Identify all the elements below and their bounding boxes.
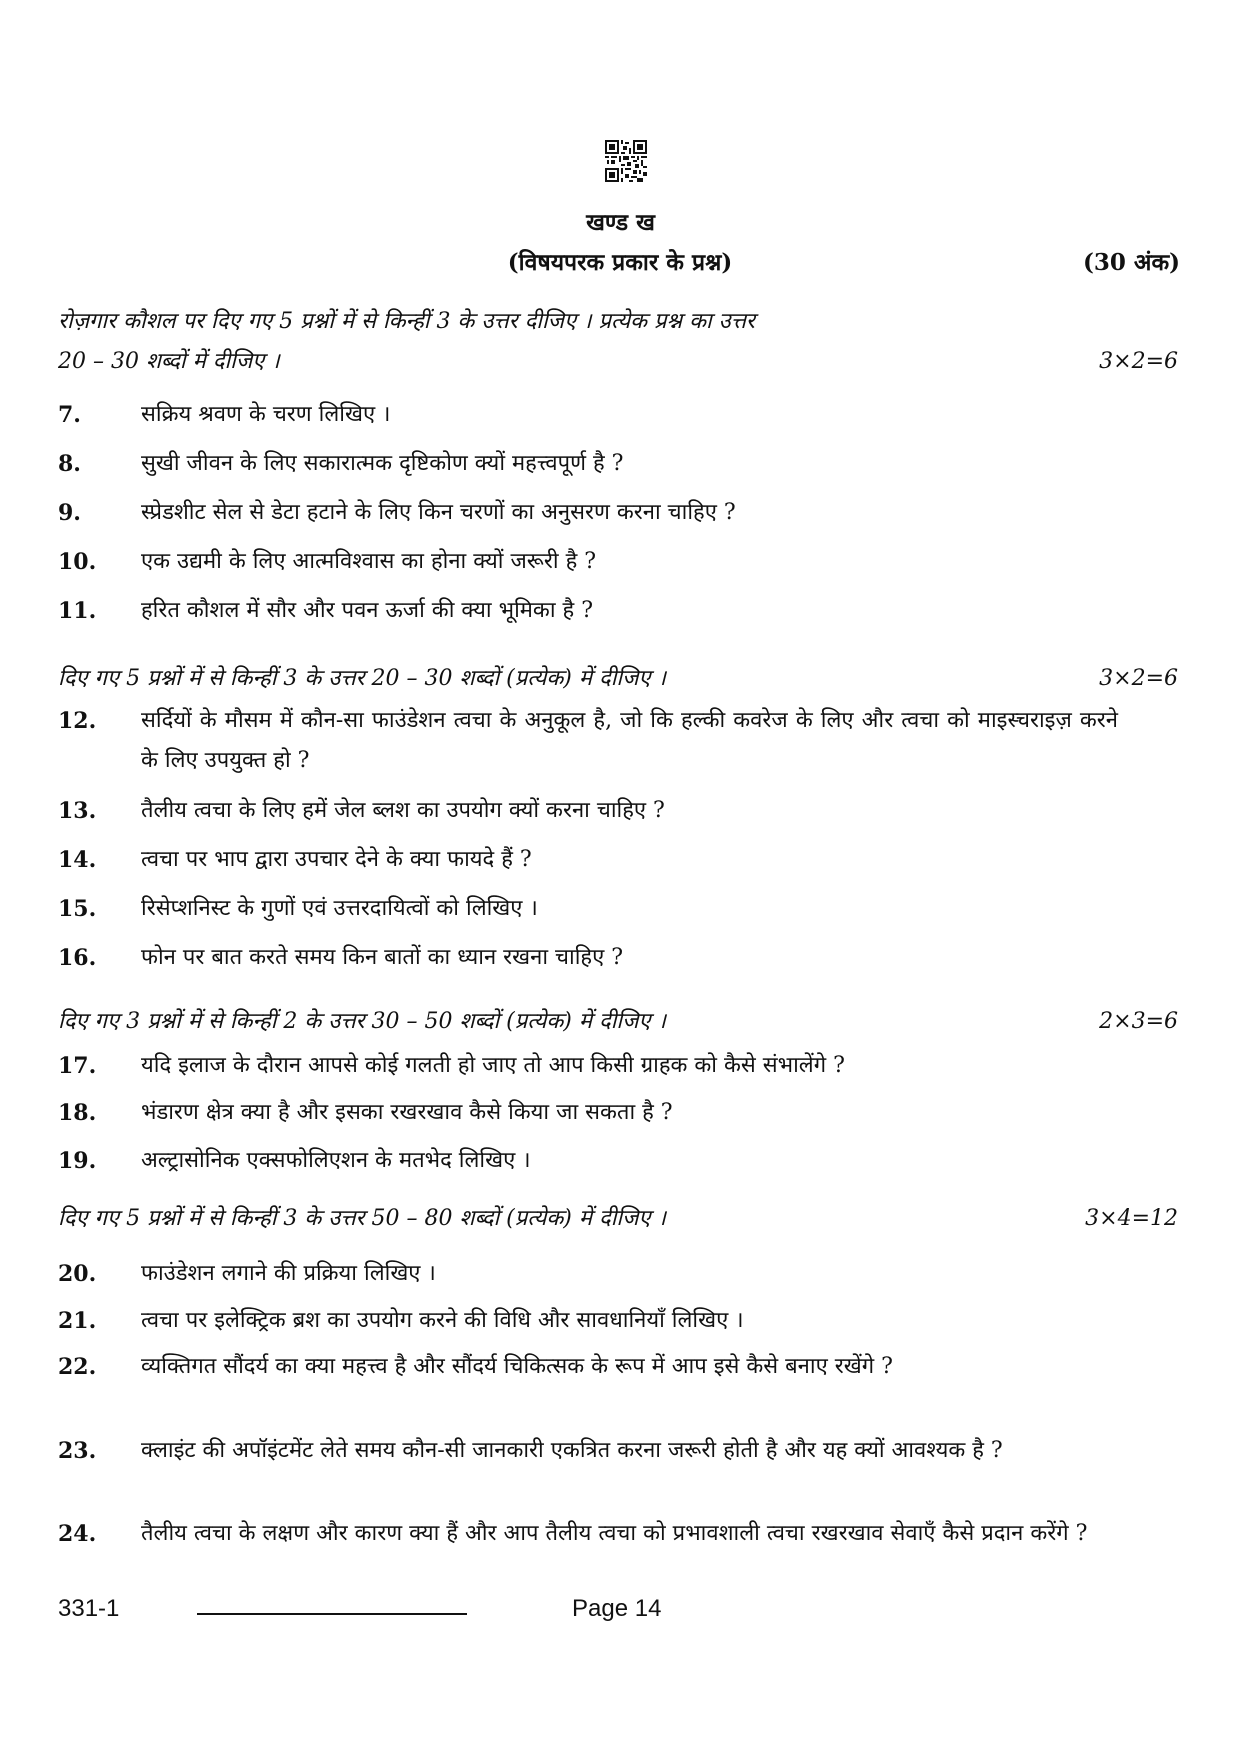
page-number: Page 14 [572, 1595, 662, 1622]
question-item [58, 1301, 1118, 1341]
question-item [58, 938, 1118, 978]
question-number: 10. [58, 549, 97, 575]
question-number: 7. [58, 402, 81, 428]
question-item [58, 701, 1118, 781]
question-number: 24. [58, 1521, 97, 1547]
question-text: सुखी जीवन के लिए सकारात्मक दृष्टिकोण क्यों महत्त्वपूर्ण है ? [141, 451, 624, 476]
group-3-instruction [58, 1002, 1178, 1042]
instruction-text: दिए गए 3 प्रश्नों में से किन्हीं 2 के उत्तर 30 – 50 शब्दों (प्रत्येक) में दीजिए । [58, 1009, 666, 1034]
group-4-marks: 3×4=12 [1085, 1206, 1178, 1231]
question-number: 23. [58, 1438, 97, 1464]
question-item [58, 791, 1118, 831]
question-item [58, 493, 1118, 533]
footer-divider [197, 1613, 467, 1615]
page-footer [0, 1595, 1241, 1635]
question-item [58, 591, 1118, 631]
question-item [58, 1347, 1118, 1387]
instruction-line-2: 20 – 30 शब्दों में दीजिए । [58, 349, 280, 374]
instruction-text: दिए गए 5 प्रश्नों में से किन्हीं 3 के उत्तर 20 – 30 शब्दों (प्रत्येक) में दीजिए । [58, 666, 666, 691]
qr-code-icon [605, 140, 647, 182]
question-text: फाउंडेशन लगाने की प्रक्रिया लिखिए । [141, 1261, 436, 1286]
question-number: 11. [58, 598, 97, 624]
question-text: रिसेप्शनिस्ट के गुणों एवं उत्तरदायित्वों को लिखिए । [141, 896, 538, 921]
section-title: खण्ड ख [586, 209, 655, 236]
question-number: 20. [58, 1261, 97, 1287]
question-number: 18. [58, 1100, 97, 1126]
question-text: सर्दियों के मौसम में कौन-सा फाउंडेशन त्वचा के अनुकूल है, जो कि हल्की कवरेज के लिए और त्वचा को माइस्चराइज़ करने के लिए उपयुक्त हो ? [141, 708, 1118, 773]
question-number: 9. [58, 500, 81, 526]
question-item [58, 1046, 1118, 1086]
question-text: क्लाइंट की अपॉइंटमेंट लेते समय कौन-सी जानकारी एकत्रित करना जरूरी होती है और यह क्यों आवश्यक है ? [141, 1438, 1003, 1463]
question-text: एक उद्यमी के लिए आत्मविश्वास का होना क्यों जरूरी है ? [141, 549, 597, 574]
group-2-marks: 3×2=6 [1099, 666, 1178, 691]
question-item [58, 1093, 1118, 1133]
question-item [58, 1514, 1118, 1554]
group-1-marks: 3×2=6 [1099, 349, 1178, 374]
question-item [58, 444, 1118, 484]
question-text: व्यक्तिगत सौंदर्य का क्या महत्त्व है और सौंदर्य चिकित्सक के रूप में आप इसे कैसे बनाए रखेंगे ? [141, 1354, 893, 1379]
group-2-instruction [58, 659, 1178, 699]
question-number: 17. [58, 1053, 97, 1079]
question-number: 22. [58, 1354, 97, 1380]
question-number: 14. [58, 847, 97, 873]
group-4-instruction [58, 1199, 1178, 1239]
question-number: 19. [58, 1148, 97, 1174]
question-item [58, 840, 1118, 880]
question-text: स्प्रेडशीट सेल से डेटा हटाने के लिए किन चरणों का अनुसरण करना चाहिए ? [141, 500, 736, 525]
section-subtitle-row [60, 245, 1180, 279]
group-3-marks: 2×3=6 [1099, 1009, 1178, 1034]
total-marks: (30 अंक) [1082, 249, 1180, 276]
question-item [58, 1254, 1118, 1294]
question-item [58, 395, 1118, 435]
question-item [58, 1431, 1118, 1471]
question-number: 8. [58, 451, 81, 477]
question-item [58, 889, 1118, 929]
question-text: भंडारण क्षेत्र क्या है और इसका रखरखाव कैसे किया जा सकता है ? [141, 1100, 673, 1125]
question-text: तैलीय त्वचा के लक्षण और कारण क्या हैं और आप तैलीय त्वचा को प्रभावशाली त्वचा रखरखाव सेवाएँ कैसे प्रदान करेंगे ? [141, 1521, 1088, 1546]
paper-code: 331-1 [58, 1595, 120, 1622]
question-text: सक्रिय श्रवण के चरण लिखिए । [141, 402, 391, 427]
question-text: हरित कौशल में सौर और पवन ऊर्जा की क्या भूमिका है ? [141, 598, 593, 623]
question-number: 15. [58, 896, 97, 922]
question-number: 12. [58, 708, 97, 734]
question-text: त्वचा पर इलेक्ट्रिक ब्रश का उपयोग करने की विधि और सावधानियाँ लिखिए । [141, 1308, 744, 1333]
instruction-text: दिए गए 5 प्रश्नों में से किन्हीं 3 के उत्तर 50 – 80 शब्दों (प्रत्येक) में दीजिए । [58, 1206, 666, 1231]
question-text: तैलीय त्वचा के लिए हमें जेल ब्लश का उपयोग क्यों करना चाहिए ? [141, 798, 665, 823]
instruction-line-1: रोज़गार कौशल पर दिए गए 5 प्रश्नों में से किन्हीं 3 के उत्तर दीजिए । प्रत्येक प्रश्न का उत्तर [58, 309, 755, 334]
question-number: 16. [58, 945, 97, 971]
question-item [58, 542, 1118, 582]
question-item [58, 1141, 1118, 1181]
question-text: फोन पर बात करते समय किन बातों का ध्यान रखना चाहिए ? [141, 945, 624, 970]
section-subtitle: (विषयपरक प्रकार के प्रश्न) [507, 249, 733, 276]
question-text: त्वचा पर भाप द्वारा उपचार देने के क्या फायदे हैं ? [141, 847, 532, 872]
question-number: 13. [58, 798, 97, 824]
question-number: 21. [58, 1308, 97, 1334]
group-1-instruction [58, 302, 1178, 382]
question-text: यदि इलाज के दौरान आपसे कोई गलती हो जाए तो आप किसी ग्राहक को कैसे संभालेंगे ? [141, 1053, 845, 1078]
question-text: अल्ट्रासोनिक एक्सफोलिएशन के मतभेद लिखिए । [141, 1148, 531, 1173]
